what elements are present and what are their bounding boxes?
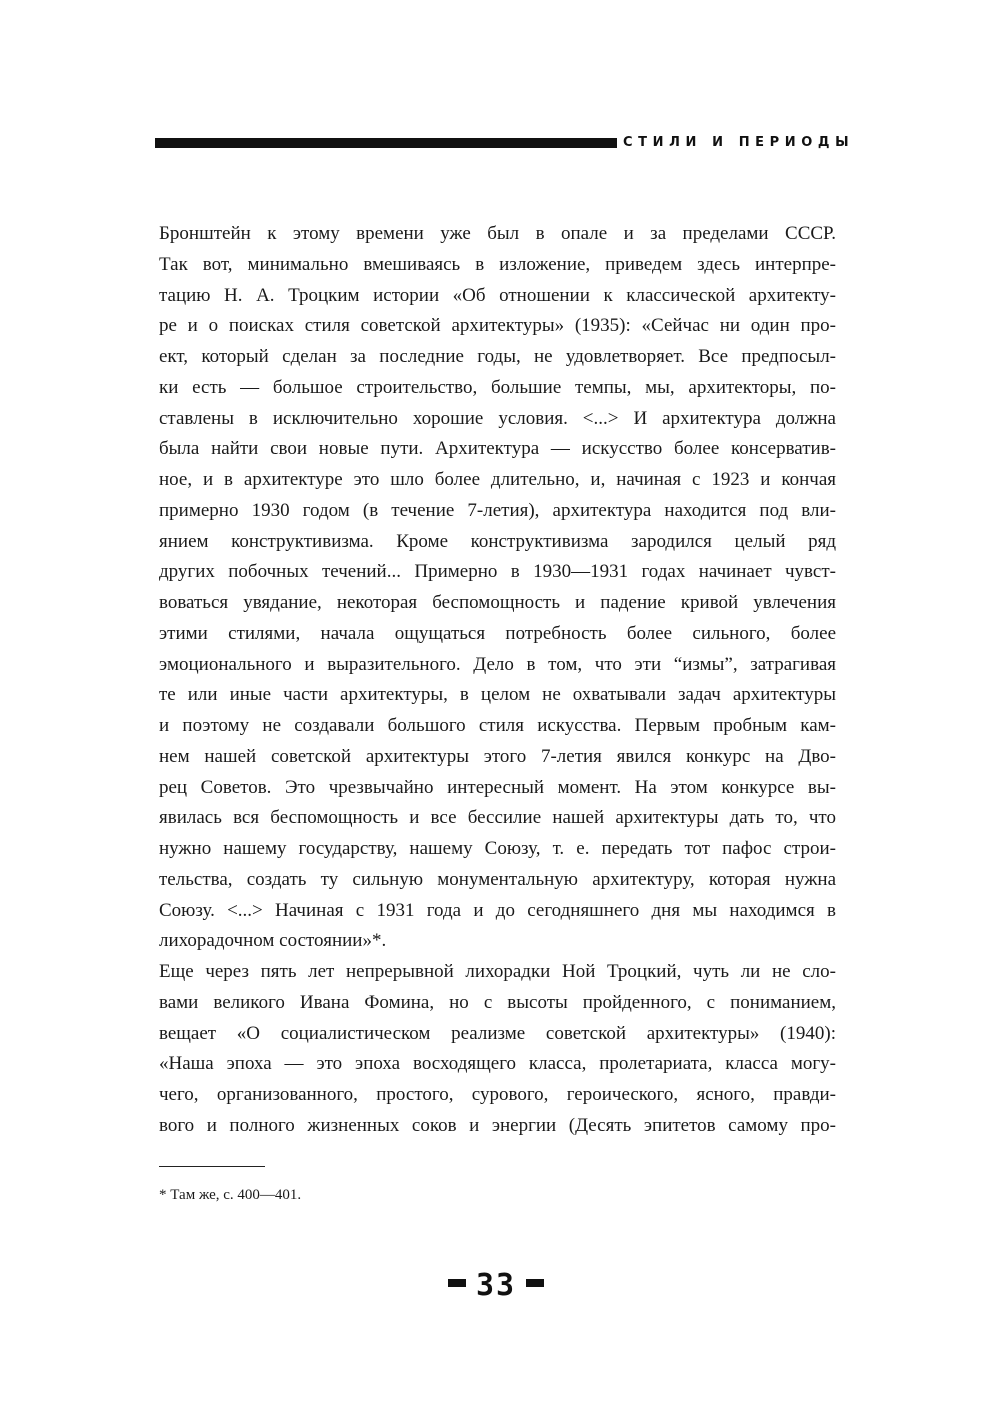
text-line: была найти свои новые пути. Архитектура — искусство более консерватив- [159, 438, 836, 460]
section-title: СТИЛИ И ПЕРИОДЫ [623, 135, 855, 150]
text-line: ставлены в исключительно хорошие условия. <...> И архитектура должна [159, 407, 836, 429]
text-line: чего, организованного, простого, сурового, героического, ясного, правди- [159, 1084, 836, 1105]
running-header [155, 135, 855, 150]
text-line: лихорадочном состоянии»*. [159, 930, 387, 952]
text-line: Бронштейн к этому времени уже был в опале и за пределами СССР. [159, 223, 836, 244]
footnote: * Там же, с. 400—401. [159, 1187, 302, 1203]
text-line: те или иные части архитектуры, в целом не охватывали задач архитектуры [159, 684, 836, 706]
text-line: нужно нашему государству, нашему Союзу, т. е. передать тот пафос строи- [159, 838, 836, 859]
text-line: ект, который сделан за последние годы, не удовлетворяет. Все предпосыл- [159, 346, 836, 367]
text-line: вещает «О социалистическом реализме советской архитектуры» (1940): [159, 1022, 836, 1044]
footnote-rule [159, 1166, 265, 1167]
text-line: других побочных течений... Примерно в 1930—1931 годах начинает чувст- [159, 561, 836, 583]
page-number-right-mark [526, 1279, 544, 1287]
page-number-left-mark [448, 1279, 466, 1287]
text-line: вого и полного жизненных соков и энергии (Десять эпитетов самому про- [159, 1114, 836, 1136]
text-line: этими стилями, начала ощущаться потребность более сильного, более [159, 622, 836, 644]
text-line: воваться увядание, некоторая беспомощность и падение кривой увлечения [159, 592, 836, 613]
text-line: тельства, создать ту сильную монументальную архитектуру, которая нужна [159, 868, 836, 890]
text-line: «Наша эпоха — это эпоха восходящего класса, пролетариата, класса могу- [159, 1053, 836, 1075]
text-line: янием конструктивизма. Кроме конструктивизма зародился целый ряд [159, 530, 836, 552]
text-line: рец Советов. Это чрезвычайно интересный момент. На этом конкурсе вы- [159, 776, 836, 798]
text-line: вами великого Ивана Фомина, но с высоты пройденного, с пониманием, [159, 991, 836, 1013]
body-text [159, 219, 836, 1142]
text-line: ре и о поисках стиля советской архитектуры» (1935): «Сейчас ни один про- [159, 315, 836, 337]
text-line: ки есть — большое строительство, большие темпы, мы, архитекторы, по- [159, 376, 836, 398]
text-line: тацию Н. А. Троцким истории «Об отношении к классической архитекту- [159, 284, 836, 306]
text-line: Союзу. <...> Начиная с 1931 года и до сегодняшнего дня мы находимся в [159, 899, 836, 921]
text-line: эмоционального и выразительного. Дело в том, что эти “измы”, затрагивая [159, 653, 836, 675]
text-line: ное, и в архитектуре это шло более длительно, и, начиная с 1923 и кончая [159, 469, 836, 490]
header-rule [155, 138, 617, 148]
text-line: Еще через пять лет непрерывной лихорадки Ной Троцкий, чуть ли не сло- [159, 961, 836, 982]
page-number-value: 33 [475, 1268, 517, 1303]
text-line: явилась вся беспомощность и все бессилие нашей архитектуры дать то, что [159, 807, 836, 829]
page-number [0, 1268, 992, 1304]
text-line: Так вот, минимально вмешиваясь в изложение, приведем здесь интерпре- [159, 253, 836, 275]
text-line: примерно 1930 годом (в течение 7-летия), архитектура находится под вли- [159, 499, 836, 521]
text-line: нем нашей советской архитектуры этого 7-летия явился конкурс на Дво- [159, 745, 836, 767]
text-line: и поэтому не создавали большого стиля искусства. Первым пробным кам- [159, 715, 836, 736]
